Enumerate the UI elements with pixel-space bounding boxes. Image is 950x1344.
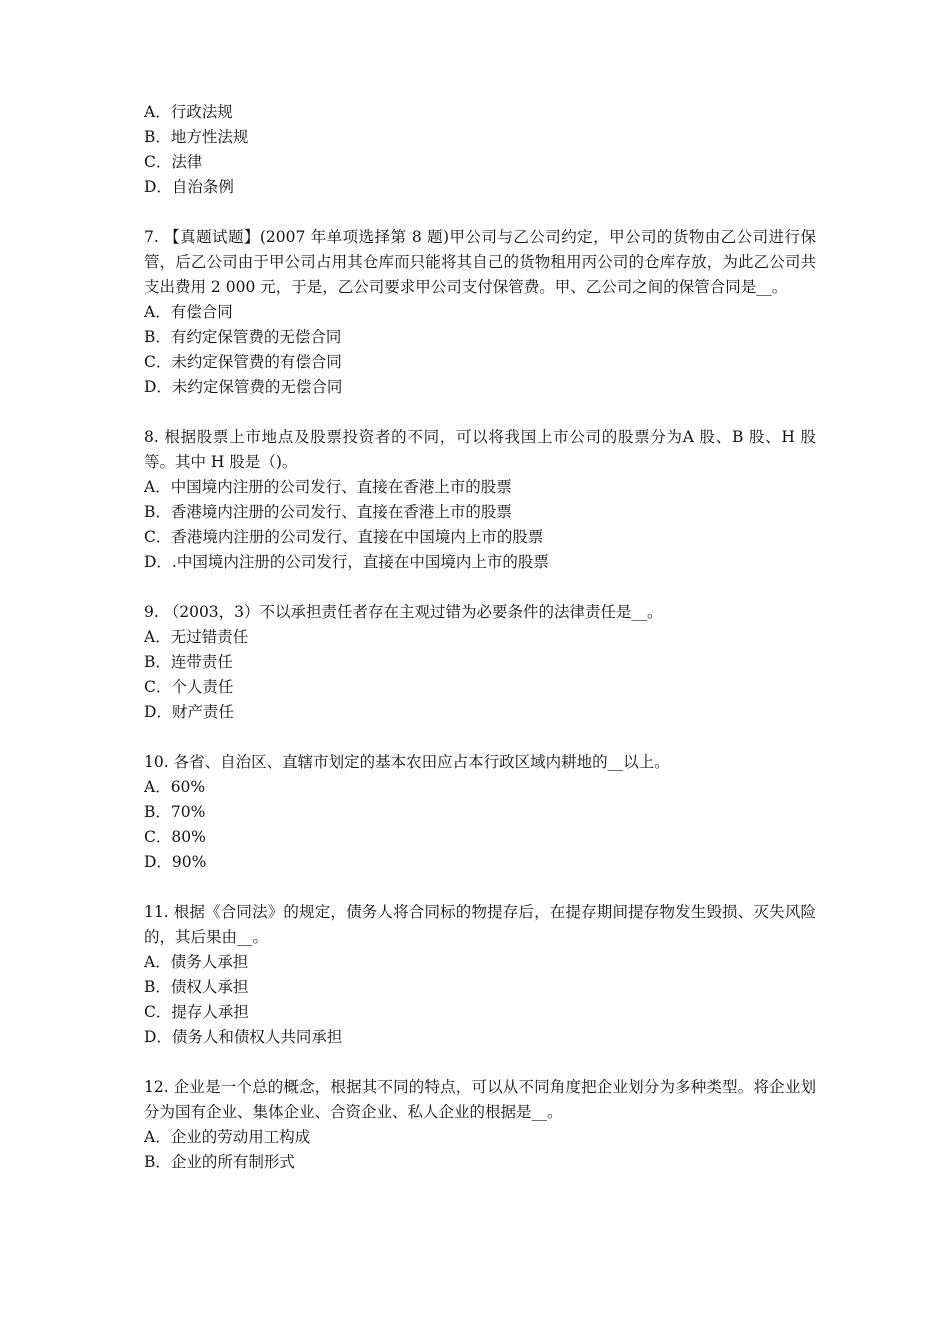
question-12 bbox=[144, 1075, 816, 1175]
question-8 bbox=[144, 425, 816, 575]
option-b: B．债权人承担 bbox=[144, 978, 249, 996]
option-c: C．未约定保管费的有偿合同 bbox=[144, 353, 342, 371]
option-d: D．自治条例 bbox=[144, 178, 234, 196]
option-a: A．企业的劳动用工构成 bbox=[144, 1128, 311, 1146]
question-stem: 10. 各省、自治区、直辖市划定的基本农田应占本行政区域内耕地的__以上。 bbox=[144, 753, 670, 771]
option-c: C．提存人承担 bbox=[144, 1003, 249, 1021]
question-stem: 9. （2003，3）不以承担责任者存在主观过错为必要条件的法律责任是__。 bbox=[144, 603, 663, 621]
question-10 bbox=[144, 750, 816, 875]
option-c: C．个人责任 bbox=[144, 678, 234, 696]
option-b: B．有约定保管费的无偿合同 bbox=[144, 328, 342, 346]
option-a: A．无过错责任 bbox=[144, 628, 249, 646]
option-c: C．香港境内注册的公司发行、直接在中国境内上市的股票 bbox=[144, 528, 544, 546]
option-a: A．有偿合同 bbox=[144, 303, 233, 321]
option-d: D．债务人和债权人共同承担 bbox=[144, 1028, 343, 1046]
option-d: D．未约定保管费的无偿合同 bbox=[144, 378, 343, 396]
option-b: B．香港境内注册的公司发行、直接在香港上市的股票 bbox=[144, 503, 512, 521]
question-6-options bbox=[144, 100, 816, 200]
question-9 bbox=[144, 600, 816, 725]
option-d: D．财产责任 bbox=[144, 703, 234, 721]
option-b: B．连带责任 bbox=[144, 653, 233, 671]
option-d: D．90% bbox=[144, 853, 207, 871]
question-stem: 11. 根据《合同法》的规定，债务人将合同标的物提存后，在提存期间提存物发生毁损、灭失风险的，其后果由__。 bbox=[144, 903, 816, 946]
question-stem: 12. 企业是一个总的概念，根据其不同的特点，可以从不同角度把企业划分为多种类型。将企业划分为国有企业、集体企业、合资企业、私人企业的根据是__。 bbox=[144, 1078, 816, 1121]
option-c: C．法律 bbox=[144, 153, 203, 171]
option-b: B．70% bbox=[144, 803, 206, 821]
option-b: B．地方性法规 bbox=[144, 128, 249, 146]
question-11 bbox=[144, 900, 816, 1050]
question-stem: 7. 【真题试题】(2007 年单项选择第 8 题)甲公司与乙公司约定，甲公司的货物由乙公司进行保管，后乙公司由于甲公司占用其仓库而只能将其自己的货物租用丙公司的仓库存放，为此乙公司共支出费用 2 000 元，于是，乙公司要求甲公司支付保管费。甲、乙公司之间的保管合同是__。 bbox=[144, 228, 816, 296]
option-a: A．中国境内注册的公司发行、直接在香港上市的股票 bbox=[144, 478, 512, 496]
option-a: A．行政法规 bbox=[144, 103, 233, 121]
option-c: C．80% bbox=[144, 828, 206, 846]
option-a: A．60% bbox=[144, 778, 206, 796]
option-d: D．.中国境内注册的公司发行，直接在中国境内上市的股票 bbox=[144, 553, 549, 571]
question-stem: 8. 根据股票上市地点及股票投资者的不同，可以将我国上市公司的股票分为A 股、B 股、H 股等。其中 H 股是（)。 bbox=[144, 428, 816, 471]
option-a: A．债务人承担 bbox=[144, 953, 249, 971]
document-page bbox=[144, 100, 816, 1200]
option-b: B．企业的所有制形式 bbox=[144, 1153, 295, 1171]
question-7 bbox=[144, 225, 816, 400]
